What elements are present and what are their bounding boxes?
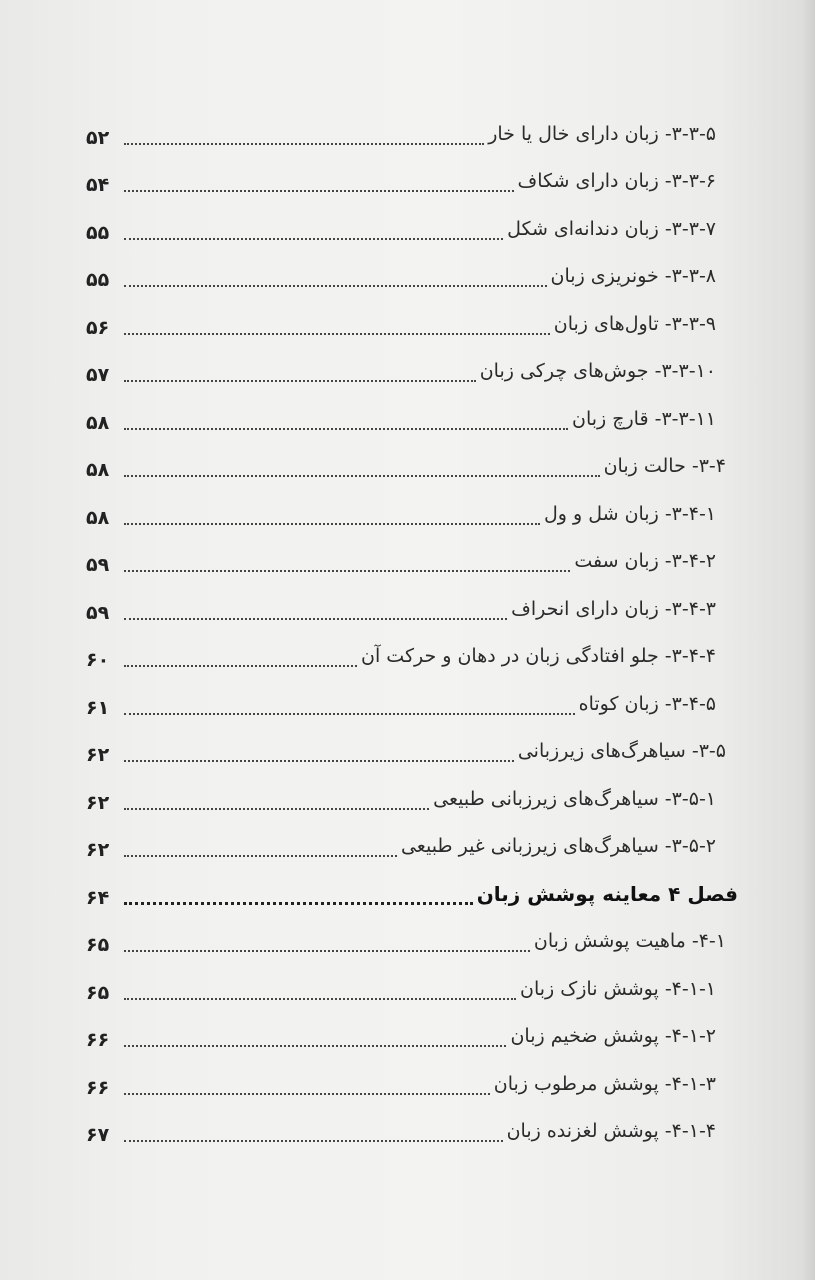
toc-page-number: ۵۶: [86, 316, 110, 339]
dot-leader: [124, 665, 357, 667]
toc-page-number: ۶۲: [86, 744, 110, 766]
toc-entry-title: ۳-۳-۸- خونریزی زبان: [550, 265, 716, 287]
dot-leader: [124, 855, 397, 857]
dot-leader: [124, 808, 429, 810]
toc-chapter-row: [86, 864, 738, 912]
toc-entry-row: [86, 484, 738, 532]
toc-entry-row: [86, 722, 738, 770]
dot-leader: [124, 998, 516, 1000]
dot-leader: [124, 238, 503, 240]
toc-entry-row: [86, 817, 738, 865]
toc-entry-row: [86, 342, 738, 390]
toc-page-number: ۵۵: [86, 221, 110, 244]
toc-page-number: ۵۲: [86, 126, 110, 149]
toc-entry-title: ۴-۱-۲- پوشش ضخیم زبان: [510, 1025, 716, 1047]
dot-leader: [124, 380, 476, 382]
toc-entry-title: ۳-۳-۶- زبان دارای شکاف: [517, 170, 716, 192]
dot-leader: [124, 760, 514, 762]
toc-entry-row: [86, 104, 738, 152]
toc-entry-title: ۴-۱-۱- پوشش نازک زبان: [519, 977, 716, 1000]
toc-entry-row: [86, 627, 738, 675]
toc-page-number: ۶۴: [86, 886, 110, 909]
toc-page-number: ۵۹: [86, 601, 110, 624]
toc-page-number: ۶۶: [86, 1076, 110, 1099]
toc-entry-row: [86, 294, 738, 342]
dot-leader: [124, 1093, 490, 1095]
toc-entry-title: ۳-۴-۴- جلو افتادگی زبان در دهان و حرکت آن: [361, 645, 716, 667]
dot-leader: [124, 1045, 506, 1047]
toc-entry-row: [86, 1102, 738, 1150]
toc-page-number: ۵۹: [86, 554, 110, 576]
toc-entry-title: ۳-۳-۵- زبان دارای خال یا خار: [488, 122, 716, 145]
toc-entry-title: ۳-۳-۷- زبان دندانه‌ای شکل: [507, 217, 716, 240]
toc-entry-title: ۳-۴- حالت زبان: [603, 455, 726, 477]
dot-leader: [124, 950, 530, 952]
toc-page-number: ۶۱: [86, 696, 110, 719]
toc-entry-row: [86, 152, 738, 200]
toc-page-number: ۶۲: [86, 839, 110, 861]
dot-leader: [124, 285, 547, 287]
toc-page-number: ۶۲: [86, 791, 110, 814]
toc-page-number: ۶۵: [86, 934, 110, 956]
toc-page-number: ۵۷: [86, 364, 110, 386]
dot-leader: [124, 475, 600, 477]
toc-entry-row: [86, 1054, 738, 1102]
dot-leader: [124, 618, 507, 620]
toc-entry-title: فصل ۴ معاینه پوشش زبان: [476, 881, 738, 906]
toc-entry-row: [86, 579, 738, 627]
toc-entry-row: [86, 437, 738, 485]
toc-entry-title: ۳-۵- سیاهرگ‌های زیرزبانی: [517, 740, 726, 762]
dot-leader: [124, 190, 514, 192]
toc-entry-row: [86, 199, 738, 247]
toc-entry-row: [86, 247, 738, 295]
toc-entry-title: ۴-۱-۴- پوشش لغزنده زبان: [506, 1120, 716, 1142]
toc-entry-row: [86, 532, 738, 580]
toc-entry-title: ۳-۳-۹- تاول‌های زبان: [553, 312, 716, 335]
toc-page-number: ۵۸: [86, 506, 110, 529]
dot-leader: [124, 902, 473, 905]
toc-page-number: ۵۸: [86, 411, 110, 434]
toc-entry-row: [86, 674, 738, 722]
toc-entry-row: [86, 1007, 738, 1055]
toc-entry-row: [86, 959, 738, 1007]
toc-page-number: ۵۴: [86, 174, 110, 196]
toc-entry-title: ۳-۴-۲- زبان سفت: [574, 550, 716, 572]
dot-leader: [124, 143, 484, 145]
toc-entry-title: ۳-۵-۱- سیاهرگ‌های زیرزبانی طبیعی: [433, 787, 716, 810]
dot-leader: [124, 333, 550, 335]
page-edge-shadow: [801, 0, 815, 1280]
toc-entry-row: [86, 769, 738, 817]
toc-entry-title: ۳-۳-۱۱- قارچ زبان: [572, 407, 716, 430]
toc-entry-title: ۳-۵-۲- سیاهرگ‌های زیرزبانی غیر طبیعی: [400, 835, 716, 857]
toc-entry-title: ۳-۳-۱۰- جوش‌های چرکی زبان: [479, 360, 716, 382]
toc-entry-title: ۳-۴-۳- زبان دارای انحراف: [511, 597, 716, 620]
toc-entry-row: [86, 389, 738, 437]
table-of-contents: [86, 104, 738, 1149]
dot-leader: [124, 1140, 503, 1142]
dot-leader: [124, 523, 540, 525]
dot-leader: [124, 713, 575, 715]
toc-entry-title: ۳-۴-۵- زبان کوتاه: [578, 692, 716, 715]
toc-entry-title: ۳-۴-۱- زبان شل و ول: [543, 502, 716, 525]
toc-entry-row: [86, 912, 738, 960]
toc-page-number: ۶۵: [86, 981, 110, 1004]
toc-page-number: ۶۶: [86, 1029, 110, 1051]
toc-page-number: ۵۸: [86, 459, 110, 481]
toc-page-number: ۵۵: [86, 269, 110, 291]
dot-leader: [124, 428, 568, 430]
toc-page-number: ۶۷: [86, 1124, 110, 1146]
toc-entry-title: ۴-۱- ماهیت پوشش زبان: [533, 930, 726, 952]
toc-page-number: ۶۰: [86, 649, 110, 671]
toc-entry-title: ۴-۱-۳- پوشش مرطوب زبان: [493, 1072, 716, 1095]
dot-leader: [124, 570, 570, 572]
